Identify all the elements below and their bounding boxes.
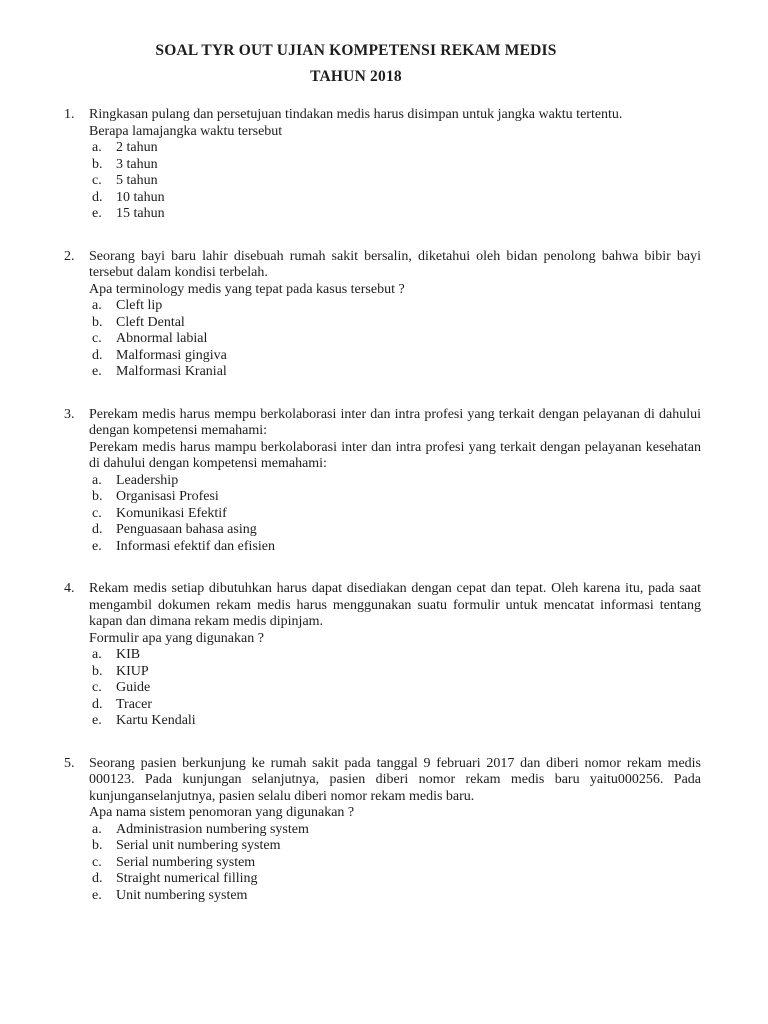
question-prompt: Berapa lamajangka waktu tersebut	[89, 123, 283, 139]
option-letter: e.	[92, 538, 102, 554]
option-letter: e.	[92, 887, 102, 903]
option-text: Cleft lip	[116, 298, 163, 313]
option-letter: a.	[92, 472, 102, 488]
answer-option	[89, 506, 701, 523]
option-letter: c.	[92, 680, 102, 695]
option-text: Komunikasi Efektif	[116, 505, 227, 521]
answer-option	[89, 871, 701, 888]
option-letter: c.	[92, 173, 102, 188]
answer-option	[89, 348, 701, 365]
option-letter: a.	[92, 647, 102, 662]
option-letter: d.	[92, 347, 103, 363]
option-text: Kartu Kendali	[116, 713, 196, 728]
answer-option	[89, 664, 701, 681]
question-item	[64, 107, 722, 223]
question-number: 3.	[64, 406, 75, 422]
answer-option	[89, 298, 701, 315]
option-text: Cleft Dental	[116, 314, 185, 330]
question-stem: Perekam medis harus mempu berkolaborasi inter dan intra profesi yang terkait dengan pelayanan di dahului dengan kompetensi memahami:	[89, 406, 701, 438]
question-stem: Seorang pasien berkunjung ke rumah sakit pada tanggal 9 februari 2017 dan diberi nomor rekam medis 000123. Pada kunjungan selanjutnya, pasien diberi nomor rekam medis baru yaitu000256. Pada kunjunganselanjutnya, pasien selalu diberi nomor rekam medis baru.	[89, 755, 701, 804]
question-body	[89, 249, 701, 381]
answer-option	[89, 140, 701, 157]
option-text: 5 tahun	[116, 173, 158, 188]
option-letter: b.	[92, 314, 103, 330]
question-number: 4.	[64, 581, 75, 596]
question-stems	[89, 407, 701, 473]
question-body	[89, 756, 701, 905]
option-text: Malformasi Kranial	[116, 364, 227, 379]
option-text: Unit numbering system	[116, 887, 248, 903]
answer-option	[89, 855, 701, 872]
option-letter: b.	[92, 663, 103, 679]
option-text: Malformasi gingiva	[116, 347, 227, 363]
option-text: Organisasi Profesi	[116, 489, 219, 504]
document-header	[0, 38, 712, 90]
option-text: 15 tahun	[116, 206, 165, 221]
option-letter: b.	[92, 489, 103, 504]
option-letter: e.	[92, 713, 102, 728]
options-list	[89, 647, 701, 730]
answer-option	[89, 647, 701, 664]
option-letter: c.	[92, 331, 102, 346]
answer-option	[89, 838, 701, 855]
question-stem: Perekam medis harus mampu berkolaborasi inter dan intra profesi yang terkait dengan pelayanan kesehatan di dahului dengan kompetensi memahami:	[89, 439, 701, 471]
question-body	[89, 107, 701, 223]
option-letter: b.	[92, 156, 103, 172]
option-text: Serial unit numbering system	[116, 838, 281, 853]
question-number: 5.	[64, 755, 75, 771]
option-letter: a.	[92, 821, 102, 837]
answer-option	[89, 888, 701, 905]
option-letter: d.	[92, 522, 103, 537]
option-text: 2 tahun	[116, 140, 158, 155]
option-text: Tracer	[116, 696, 153, 712]
option-letter: e.	[92, 364, 102, 379]
question-prompt: Formulir apa yang digunakan ?	[89, 630, 264, 646]
question-stems	[89, 107, 701, 124]
options-list	[89, 298, 701, 381]
answer-option	[89, 190, 701, 207]
question-body	[89, 407, 701, 556]
answer-option	[89, 489, 701, 506]
answer-option	[89, 473, 701, 490]
question-stem: Seorang bayi baru lahir disebuah rumah sakit bersalin, diketahui oleh bidan penolong bahwa bibir bayi tersebut dalam kondisi terbelah.	[89, 248, 701, 280]
option-letter: d.	[92, 696, 103, 712]
answer-option	[89, 539, 701, 556]
option-letter: e.	[92, 206, 102, 221]
question-stem: Ringkasan pulang dan persetujuan tindakan medis harus disimpan untuk jangka waktu tertentu.	[89, 107, 623, 122]
option-text: Informasi efektif dan efisien	[116, 538, 275, 554]
option-text: Administrasion numbering system	[116, 821, 309, 837]
option-text: Abnormal labial	[116, 331, 208, 346]
document-subtitle: TAHUN 2018	[310, 68, 402, 85]
option-text: 3 tahun	[116, 156, 158, 172]
option-letter: c.	[92, 854, 102, 870]
options-list	[89, 822, 701, 905]
option-letter: d.	[92, 871, 103, 886]
option-letter: a.	[92, 140, 102, 155]
option-text: Penguasaan bahasa asing	[116, 522, 257, 537]
option-text: 10 tahun	[116, 189, 165, 205]
answer-option	[89, 173, 701, 190]
option-letter: d.	[92, 189, 103, 205]
answer-option	[89, 364, 701, 381]
answer-option	[89, 522, 701, 539]
option-text: Straight numerical filling	[116, 871, 258, 886]
question-body	[89, 581, 701, 730]
option-text: Guide	[116, 680, 151, 695]
question-item	[64, 756, 722, 905]
option-letter: c.	[92, 505, 102, 521]
question-number: 2.	[64, 248, 75, 264]
options-list	[89, 140, 701, 223]
question-stems	[89, 581, 701, 631]
option-letter: a.	[92, 298, 102, 313]
option-text: Serial numbering system	[116, 854, 256, 870]
question-item	[64, 249, 722, 381]
question-stems	[89, 249, 701, 282]
option-text: Leadership	[116, 472, 179, 488]
question-stems	[89, 756, 701, 806]
question-stem: Rekam medis setiap dibutuhkan harus dapat disediakan dengan cepat dan tepat. Oleh karena itu, pada saat mengambil dokumen rekam medis harus menggunakan suatu formulir untuk mencatat informasi tentang kapan dan dimana rekam medis dipinjam.	[89, 581, 701, 629]
option-letter: b.	[92, 838, 103, 853]
option-text: KIB	[116, 647, 141, 662]
answer-option	[89, 697, 701, 714]
answer-option	[89, 315, 701, 332]
question-item	[64, 581, 722, 730]
answer-option	[89, 713, 701, 730]
answer-option	[89, 157, 701, 174]
option-text: KIUP	[116, 663, 149, 679]
answer-option	[89, 680, 701, 697]
question-list	[64, 107, 722, 904]
answer-option	[89, 331, 701, 348]
options-list	[89, 473, 701, 556]
question-item	[64, 407, 722, 556]
answer-option	[89, 206, 701, 223]
question-prompt: Apa nama sistem penomoran yang digunakan ?	[89, 805, 355, 820]
question-number: 1.	[64, 107, 75, 122]
document-title: SOAL TYR OUT UJIAN KOMPETENSI REKAM MEDIS	[155, 42, 557, 59]
answer-option	[89, 822, 701, 839]
question-prompt: Apa terminology medis yang tepat pada kasus tersebut ?	[89, 281, 405, 297]
